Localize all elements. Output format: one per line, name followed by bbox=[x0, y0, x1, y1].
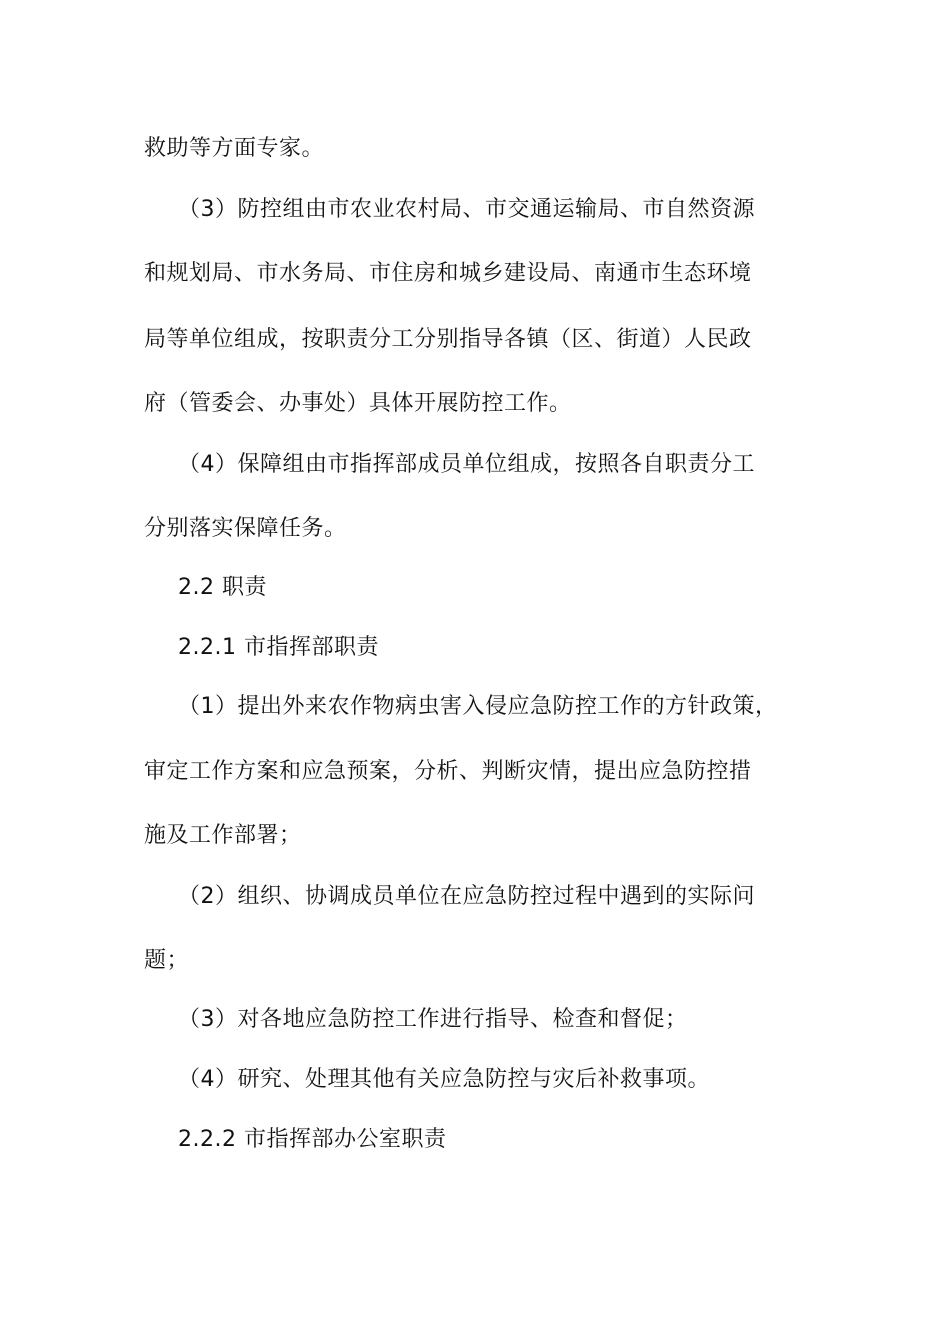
body-text-line: 施及工作部署； bbox=[144, 823, 302, 848]
subsection-heading: 2.2.1 市指挥部职责 bbox=[178, 635, 379, 660]
body-text-line: 审定工作方案和应急预案，分析、判断灾情，提出应急防控措 bbox=[144, 759, 752, 784]
body-text-line: 分别落实保障任务。 bbox=[144, 516, 347, 541]
body-text-line: 府（管委会、办事处）具体开展防控工作。 bbox=[144, 391, 572, 416]
paragraph-first-line: （4）研究、处理其他有关应急防控与灾后补救事项。 bbox=[178, 1067, 710, 1092]
body-text-line: 救助等方面专家。 bbox=[144, 136, 325, 161]
section-heading: 2.2 职责 bbox=[178, 575, 267, 600]
subsection-heading: 2.2.2 市指挥部办公室职责 bbox=[178, 1127, 447, 1152]
body-text-line: 题； bbox=[144, 948, 190, 973]
paragraph-first-line: （1）提出外来农作物病虫害入侵应急防控工作的方针政策， bbox=[178, 694, 778, 719]
paragraph-first-line: （3）防控组由市农业农村局、市交通运输局、市自然资源 bbox=[178, 197, 755, 222]
paragraph-first-line: （3）对各地应急防控工作进行指导、检查和督促； bbox=[178, 1007, 688, 1032]
body-text-line: 和规划局、市水务局、市住房和城乡建设局、南通市生态环境 bbox=[144, 261, 752, 286]
body-text-line: 局等单位组成，按职责分工分别指导各镇（区、街道）人民政 bbox=[144, 327, 752, 352]
paragraph-first-line: （2）组织、协调成员单位在应急防控过程中遇到的实际问 bbox=[178, 884, 755, 909]
paragraph-first-line: （4）保障组由市指挥部成员单位组成，按照各自职责分工 bbox=[178, 452, 755, 477]
